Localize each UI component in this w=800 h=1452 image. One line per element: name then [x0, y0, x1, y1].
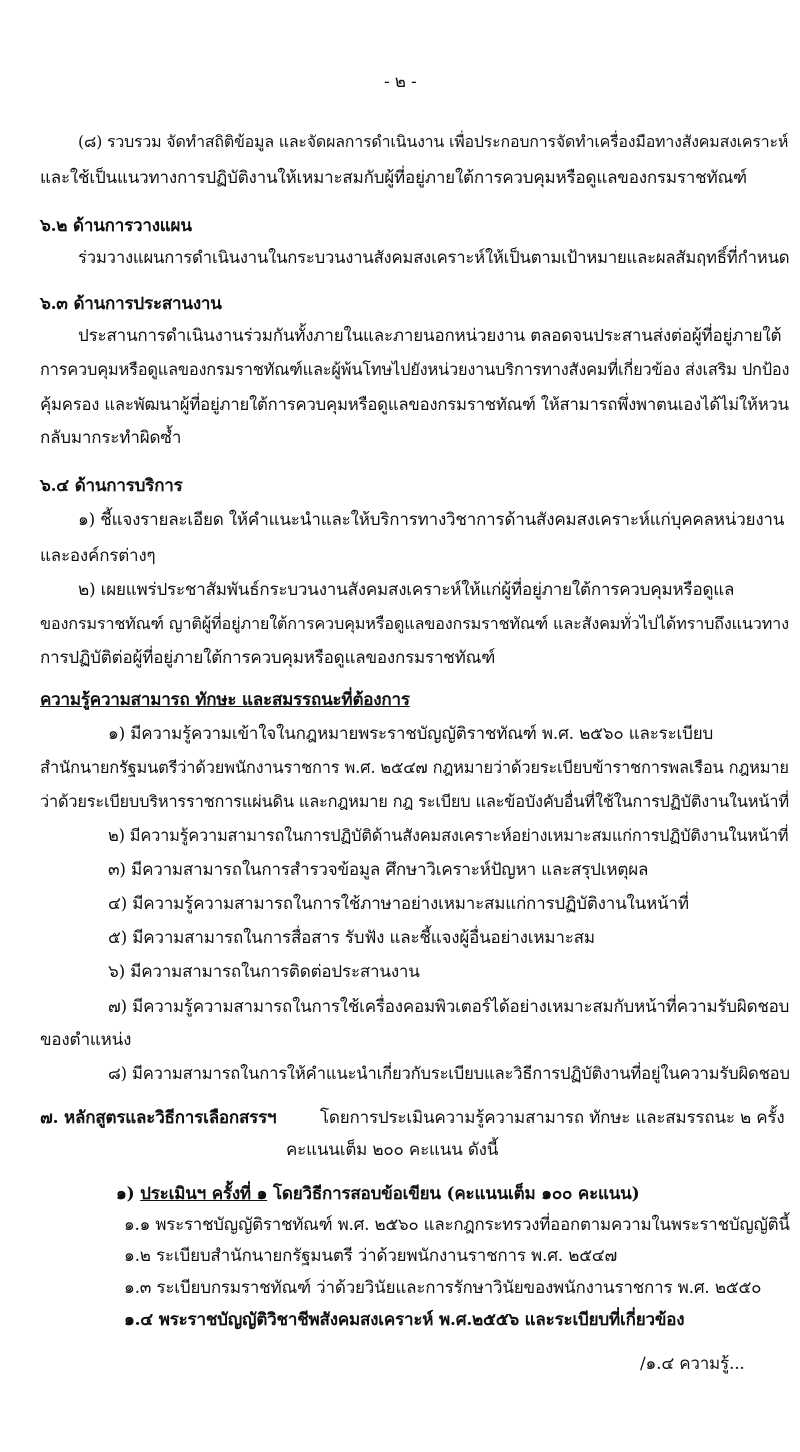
- knowledge-item-2: ๒) มีความรู้ความสามารถในการปฏิบัติด้านสังคมสงเคราะห์อย่างเหมาะสมแก่การปฏิบัติงานในหน้าที่: [108, 826, 789, 845]
- exam-1-method: โดยวิธีการสอบข้อเขียน (คะแนนเต็ม ๑๐๐ คะแนน): [272, 1184, 640, 1204]
- continuation-note: /๑.๔ ความรู้...: [640, 1354, 745, 1374]
- knowledge-item-3: ๓) มีความสามารถในการสำรวจข้อมูล ศึกษาวิเคราะห์ปัญหา และสรุปเหตุผล: [108, 860, 649, 880]
- paragraph-6-3-line-3: คุ้มครอง และพัฒนาผู้ที่อยู่ภายใต้การควบคุมหรือดูแลของกรมราชทัณฑ์ ให้สามารถพึ่งพาตนเองได้ไม่ให้หวน: [40, 394, 789, 414]
- heading-7-description-line-2: คะแนนเต็ม ๒๐๐ คะแนน ดังนี้: [286, 1140, 499, 1160]
- service-item-1-line-2: และองค์กรต่างๆ: [40, 546, 156, 566]
- service-item-2-line-2: ของกรมราชทัณฑ์ ญาติผู้ที่อยู่ภายใต้การควบคุมหรือดูแลของกรมราชทัณฑ์ และสังคมทั่วไปได้ทราบถึงแนวทาง: [40, 614, 789, 633]
- exam-topic-1-3: ๑.๓ ระเบียบกรมราชทัณฑ์ ว่าด้วยวินัยและการรักษาวินัยของพนักงานราชการ พ.ศ. ๒๕๕๐: [124, 1278, 762, 1298]
- heading-knowledge-skills: ความรู้ความสามารถ ทักษะ และสมรรถนะที่ต้องการ: [40, 690, 410, 710]
- heading-6-2: ๖.๒ ด้านการวางแผน: [40, 216, 192, 236]
- heading-6-4: ๖.๔ ด้านการบริการ: [40, 476, 183, 496]
- page-number: - ๒ -: [384, 72, 417, 92]
- knowledge-item-7-line-1: ๗) มีความรู้ความสามารถในการใช้เครื่องคอมพิวเตอร์ได้อย่างเหมาะสมกับหน้าที่ความรับผิดชอบ: [108, 996, 790, 1016]
- exam-topic-1-1: ๑.๑ พระราชบัญญัติราชทัณฑ์ พ.ศ. ๒๕๖๐ และกฎกระทรวงที่ออกตามความในพระราชบัญญัตินี้: [124, 1214, 790, 1234]
- service-item-1-line-1: ๑) ชี้แจงรายละเอียด ให้คำแนะนำและให้บริการทางวิชาการด้านสังคมสงเคราะห์แก่บุคคลหน่วยงาน: [78, 510, 785, 530]
- service-item-2-line-1: ๒) เผยแพร่ประชาสัมพันธ์กระบวนงานสังคมสงเคราะห์ให้แก่ผู้ที่อยู่ภายใต้การควบคุมหรือดูแล: [78, 580, 735, 600]
- exam-1-number: ๑): [116, 1184, 135, 1204]
- paragraph-6-3-line-1: ประสานการดำเนินงานร่วมกันทั้งภายในและภายนอกหน่วยงาน ตลอดจนประสานส่งต่อผู้ที่อยู่ภายใต้: [78, 326, 782, 346]
- knowledge-item-8: ๘) มีความสามารถในการให้คำแนะนำเกี่ยวกับระเบียบและวิธีการปฏิบัติงานที่อยู่ในความรับผิดชอบ: [108, 1064, 790, 1083]
- heading-7-title: ๗. หลักสูตรและวิธีการเลือกสรรฯ: [40, 1108, 277, 1128]
- duty-item-8-line-1: (๘) รวบรวม จัดทำสถิติข้อมูล และจัดผลการดำเนินงาน เพื่อประกอบการจัดทำเครื่องมือทางสังคมสงเคราะห์: [78, 132, 789, 151]
- knowledge-item-4: ๔) มีความรู้ความสามารถในการใช้ภาษาอย่างเหมาะสมแก่การปฏิบัติงานในหน้าที่: [108, 894, 689, 914]
- duty-item-8-line-2: และใช้เป็นแนวทางการปฏิบัติงานให้เหมาะสมกับผู้ที่อยู่ภายใต้การควบคุมหรือดูแลของกรมราชทัณฑ์: [40, 168, 747, 188]
- paragraph-6-2: ร่วมวางแผนการดำเนินงานในกระบวนงานสังคมสงเคราะห์ให้เป็นตามเป้าหมายและผลสัมฤทธิ์ที่กำหนด: [78, 248, 790, 267]
- knowledge-item-1-line-2: สำนักนายกรัฐมนตรีว่าด้วยพนักงานราชการ พ.ศ. ๒๕๔๗ กฎหมายว่าด้วยระเบียบข้าราชการพลเรือน กฎหมาย: [40, 758, 789, 777]
- knowledge-item-1-line-1: ๑) มีความรู้ความเข้าใจในกฎหมายพระราชบัญญัติราชทัณฑ์ พ.ศ. ๒๕๖๐ และระเบียบ: [108, 724, 714, 744]
- service-item-2-line-3: การปฏิบัติต่อผู้ที่อยู่ภายใต้การควบคุมหรือดูแลของกรมราชทัณฑ์: [40, 648, 496, 668]
- knowledge-item-5: ๕) มีความสามารถในการสื่อสาร รับฟัง และชี้แจงผู้อื่นอย่างเหมาะสม: [108, 928, 595, 948]
- paragraph-6-3-line-2: การควบคุมหรือดูแลของกรมราชทัณฑ์และผู้พ้นโทษไปยังหน่วยงานบริการทางสังคมที่เกี่ยวข้อง ส่งเสริม ปกป้อง: [40, 360, 790, 379]
- knowledge-item-7-line-2: ของตำแหน่ง: [40, 1030, 132, 1050]
- exam-topic-1-2: ๑.๒ ระเบียบสำนักนายกรัฐมนตรี ว่าด้วยพนักงานราชการ พ.ศ. ๒๕๔๗: [124, 1246, 618, 1266]
- paragraph-6-3-line-4: กลับมากระทำผิดซ้ำ: [40, 428, 182, 448]
- heading-6-3: ๖.๓ ด้านการประสานงาน: [40, 294, 222, 314]
- knowledge-item-1-line-3: ว่าด้วยระเบียบบริหารราชการแผ่นดิน และกฎหมาย กฎ ระเบียบ และข้อบังคับอื่นที่ใช้ในการปฏิบัติงานในหน้าที่: [40, 792, 789, 811]
- exam-topic-1-4: ๑.๔ พระราชบัญญัติวิชาชีพสังคมสงเคราะห์ พ.ศ.๒๕๕๖ และระเบียบที่เกี่ยวข้อง: [124, 1310, 685, 1330]
- heading-7-description-line-1: โดยการประเมินความรู้ความสามารถ ทักษะ และสมรรถนะ ๒ ครั้ง: [320, 1108, 785, 1128]
- exam-1-label: ประเมินฯ ครั้งที่ ๑: [140, 1184, 268, 1204]
- knowledge-item-6: ๖) มีความสามารถในการติดต่อประสานงาน: [108, 962, 420, 982]
- exam-1-heading: [116, 1182, 639, 1206]
